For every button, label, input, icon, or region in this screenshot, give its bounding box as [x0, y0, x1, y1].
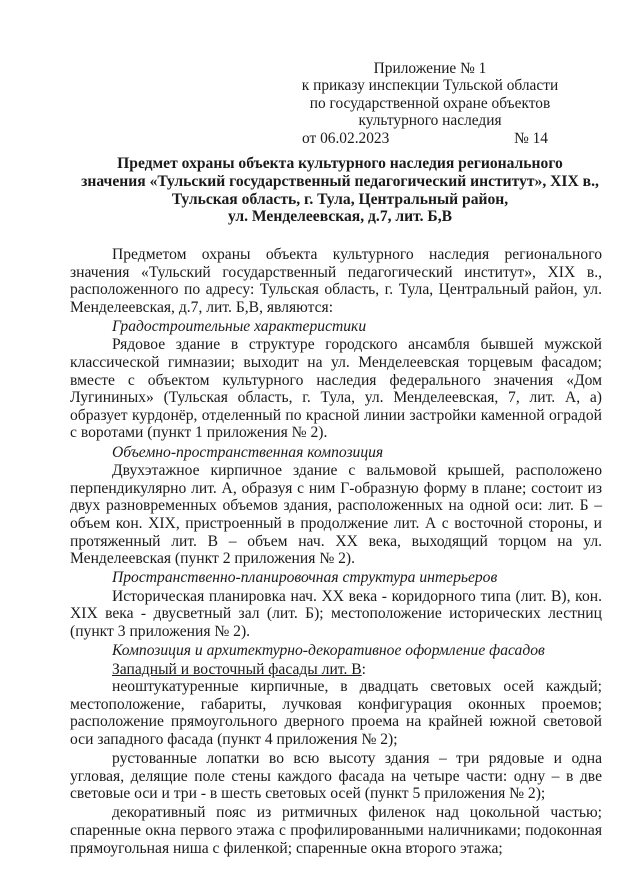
title-line-4: ул. Менделеевская, д.7, лит. Б,В: [227, 208, 453, 226]
subheading-facades-text: Западный и восточный фасады лит. В: [112, 660, 362, 678]
order-reference: к приказу инспекции Тульской области: [301, 77, 559, 95]
paragraph-facade-3: декоративный пояс из ритмичных филенок над цокольной частью; спаренные окна первого этажа с профилированными наличниками; подоконная прямоугольная ниша с филенкой; спаренные окна второго этажа;: [70, 804, 602, 857]
title-line-3: Тульская область, г. Тула, Центральный район,: [171, 190, 509, 208]
subheading-colon: :: [361, 660, 366, 678]
subheading-facades: [70, 661, 602, 679]
approval-block: [300, 60, 560, 147]
appendix-label: Приложение № 1: [373, 60, 487, 77]
paragraph-facade-1: неоштукатуренные кирпичные, в двадцать световых осей каждый; местоположение, габариты, лучковая конфигурация оконных проемов; расположение прямоугольного дверного проема на крайней южной световой оси западного фасада (пункт 4 приложения № 2);: [70, 678, 602, 749]
order-date: от 06.02.2023: [302, 129, 390, 147]
document-title: [70, 155, 610, 226]
title-line-2: значения «Тульский государственный педагогический институт», XIX в.,: [81, 172, 599, 190]
paragraph-facade-2: рустованные лопатки во всю высоту здания – три рядовые и одна угловая, делящие поле стены каждого фасада на четыре части: одну – в две световые оси и три - в шесть световых осей (пункт 5 приложения № 2);: [70, 750, 602, 803]
section-heading-interior: Пространственно-планировочная структура интерьеров: [112, 569, 498, 587]
section-heading-urban: Градостроительные характеристики: [112, 317, 367, 335]
inspection-name: по государственной охране объектов: [309, 94, 551, 112]
paragraph-urban: Рядовое здание в структуре городского ансамбля бывшей мужской классической гимназии; выходит на ул. Менделеевская торцевым фасадом; вместе с объектом культурного наследия федерального значения «Дом Лугининых» (Тульская область, г. Тула, ул. Менделеевская, 7, лит. А, а) образует курдонёр, отделенный по красной линии застройки каменной оградой с воротами (пункт 1 приложения № 2).: [70, 336, 602, 442]
title-line-1: Предмет охраны объекта культурного наследия регионального: [117, 155, 563, 172]
order-number: № 14: [514, 129, 548, 147]
paragraph-volume: Двухэтажное кирпичное здание с вальмовой крышей, расположено перпендикулярно лит. А, образуя с ним Г-образную форму в плане; состоит из двух разновременных объемов здания, расположенных на одной оси: лит. Б – объем кон. XIX, пристроенный в продолжение лит. А с восточной стороны, и протяженный лит. В – объем нач. XX века, выходящий торцом на ул. Менделеевская (пункт 2 приложения № 2).: [70, 462, 602, 568]
section-heading-facades: Композиция и архитектурно-декоративное оформление фасадов: [112, 642, 545, 660]
intro-paragraph: Предметом охраны объекта культурного наследия регионального значения «Тульский государственный педагогический институт», XIX в., расположенного по адресу: Тульская область, г. Тула, Центральный район, ул. Менделеевская, д.7, лит. Б,В, являются:: [70, 246, 602, 316]
date-number-row: [300, 130, 560, 147]
heritage-label: культурного наследия: [358, 112, 502, 130]
paragraph-interior: Историческая планировка нач. XX века - коридорного типа (лит. В), кон. XIX века - двусветный зал (лит. Б); местоположение исторических лестниц (пункт 3 приложения № 2).: [70, 587, 602, 640]
section-heading-volume: Объемно-пространственная композиция: [112, 443, 384, 461]
document-body: [70, 246, 602, 859]
